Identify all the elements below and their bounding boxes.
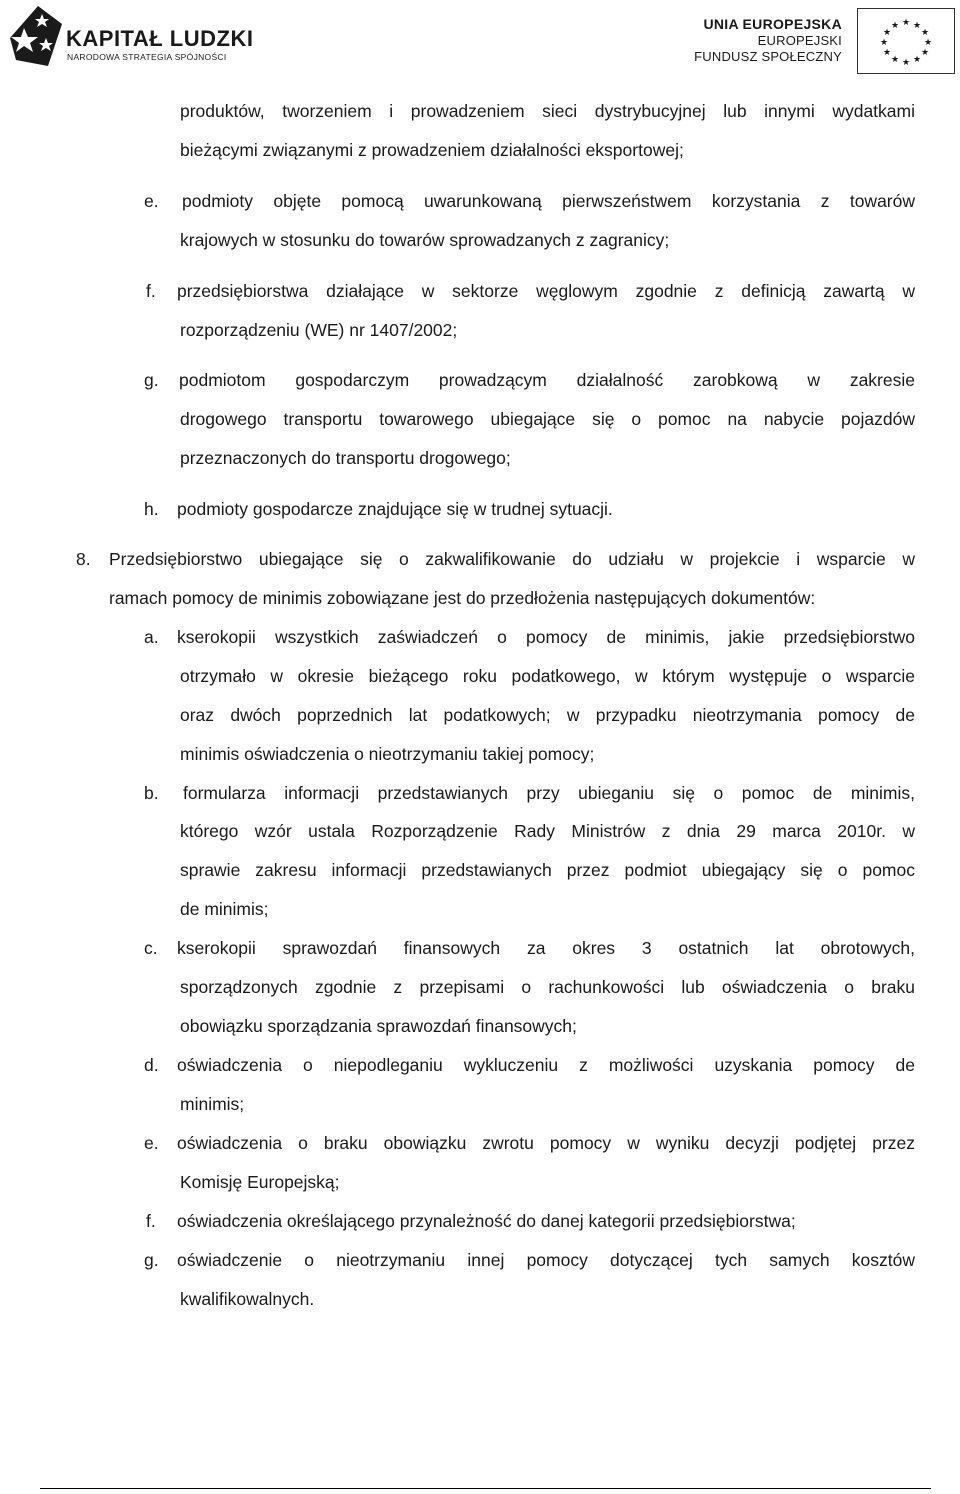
item-8a-marker: a.	[144, 627, 159, 647]
item-f-line-1: przedsiębiorstwa działające w sektorze węglowym zgodnie z definicją zawartą w	[177, 281, 915, 301]
item-e-marker: e.	[144, 191, 159, 211]
item-8g-marker: g.	[144, 1250, 159, 1270]
svg-text:★: ★	[923, 38, 933, 48]
eu-line-3: FUNDUSZ SPOŁECZNY	[694, 49, 842, 64]
item-8c-line-3: obowiązku sporządzania sprawozdań finansowych;	[180, 1016, 577, 1036]
item-g-line-1: podmiotom gospodarczym prowadzącym działalność zarobkową w zakresie	[179, 370, 915, 390]
item-8b-marker: b.	[144, 783, 159, 803]
svg-text:★: ★	[890, 55, 900, 65]
point-8-line-2: ramach pomocy de minimis zobowiązane jest do przedłożenia następujących dokumentów:	[109, 588, 816, 608]
kapital-ludzki-title: KAPITAŁ LUDZKI	[66, 26, 254, 51]
item-g-line-2: drogowego transportu towarowego ubiegające się o pomoc na nabycie pojazdów	[180, 409, 915, 429]
eu-line-1: UNIA EUROPEJSKA	[703, 16, 842, 32]
page-header	[0, 0, 960, 80]
item-h-line-1: podmioty gospodarcze znajdujące się w trudnej sytuacji.	[177, 499, 613, 519]
item-d-cont-line-1: produktów, tworzeniem i prowadzeniem sieci dystrybucyjnej lub innymi wydatkami	[180, 101, 915, 121]
svg-text:★: ★	[882, 28, 892, 38]
eu-stars-icon	[858, 9, 954, 73]
item-8b-line-3: sprawie zakresu informacji przedstawianych przez podmiot ubiegający się o pomoc	[180, 860, 915, 880]
item-8a-line-4: minimis oświadczenia o nieotrzymaniu takiej pomocy;	[180, 744, 595, 764]
item-8a-line-2: otrzymało w okresie bieżącego roku podatkowego, w którym występuje o wsparcie	[180, 666, 915, 686]
item-8d-marker: d.	[144, 1055, 159, 1075]
kapital-ludzki-subtitle: NARODOWA STRATEGIA SPÓJNOŚCI	[67, 52, 227, 62]
svg-text:★: ★	[882, 48, 892, 58]
item-8a-line-1: kserokopii wszystkich zaświadczeń o pomocy de minimis, jakie przedsiębiorstwo	[177, 627, 915, 647]
item-h-marker: h.	[144, 499, 159, 519]
svg-text:★: ★	[890, 21, 900, 31]
eu-fund-text	[694, 16, 842, 65]
svg-text:★: ★	[879, 38, 889, 48]
svg-text:★: ★	[901, 18, 911, 28]
svg-text:★: ★	[912, 55, 922, 65]
item-8f-marker: f.	[146, 1211, 156, 1231]
item-8b-line-4: de minimis;	[180, 899, 269, 919]
item-8e-line-1: oświadczenia o braku obowiązku zwrotu pomocy w wyniku decyzji podjętej przez	[177, 1133, 915, 1153]
svg-text:★: ★	[901, 58, 911, 68]
item-d-cont-line-2: bieżącymi związanymi z prowadzeniem działalności eksportowej;	[180, 140, 684, 160]
point-8-marker: 8.	[76, 549, 91, 569]
item-8c-marker: c.	[144, 938, 158, 958]
item-f-line-2: rozporządzeniu (WE) nr 1407/2002;	[180, 320, 458, 340]
svg-text:★: ★	[912, 21, 922, 31]
item-8f-line-1: oświadczenia określającego przynależność do danej kategorii przedsiębiorstwa;	[177, 1211, 796, 1231]
item-8e-line-2: Komisję Europejską;	[180, 1172, 340, 1192]
item-8d-line-1: oświadczenia o niepodleganiu wykluczeniu z możliwości uzyskania pomocy de	[177, 1055, 915, 1075]
svg-text:★: ★	[920, 28, 930, 38]
item-f-marker: f.	[146, 281, 156, 301]
item-e-line-1: podmioty objęte pomocą uwarunkowaną pierwszeństwem korzystania z towarów	[182, 191, 915, 211]
item-8e-marker: e.	[144, 1133, 159, 1153]
item-8a-line-3: oraz dwóch poprzednich lat podatkowych; w przypadku nieotrzymania pomocy de	[180, 705, 915, 725]
svg-text:★: ★	[920, 48, 930, 58]
footer-rule	[40, 1488, 931, 1489]
item-g-marker: g.	[144, 370, 159, 390]
item-g-line-3: przeznaczonych do transportu drogowego;	[180, 448, 511, 468]
kapital-ludzki-emblem-icon	[8, 4, 64, 68]
item-8b-line-1: formularza informacji przedstawianych przy ubieganiu się o pomoc de minimis,	[183, 783, 915, 803]
item-8c-line-2: sporządzonych zgodnie z przepisami o rachunkowości lub oświadczenia o braku	[180, 977, 915, 997]
eu-line-2: EUROPEJSKI	[757, 33, 842, 48]
item-e-line-2: krajowych w stosunku do towarów sprowadzanych z zagranicy;	[180, 230, 670, 250]
item-8g-line-2: kwalifikowalnych.	[180, 1289, 315, 1309]
item-8g-line-1: oświadczenie o nieotrzymaniu innej pomocy dotyczącej tych samych kosztów	[177, 1250, 915, 1270]
item-8b-line-2: którego wzór ustala Rozporządzenie Rady Ministrów z dnia 29 marca 2010r. w	[180, 821, 915, 841]
point-8-line-1: Przedsiębiorstwo ubiegające się o zakwalifikowanie do udziału w projekcie i wsparcie w	[109, 549, 915, 569]
eu-flag	[857, 8, 955, 74]
item-8d-line-2: minimis;	[180, 1094, 245, 1114]
item-8c-line-1: kserokopii sprawozdań finansowych za okres 3 ostatnich lat obrotowych,	[177, 938, 915, 958]
